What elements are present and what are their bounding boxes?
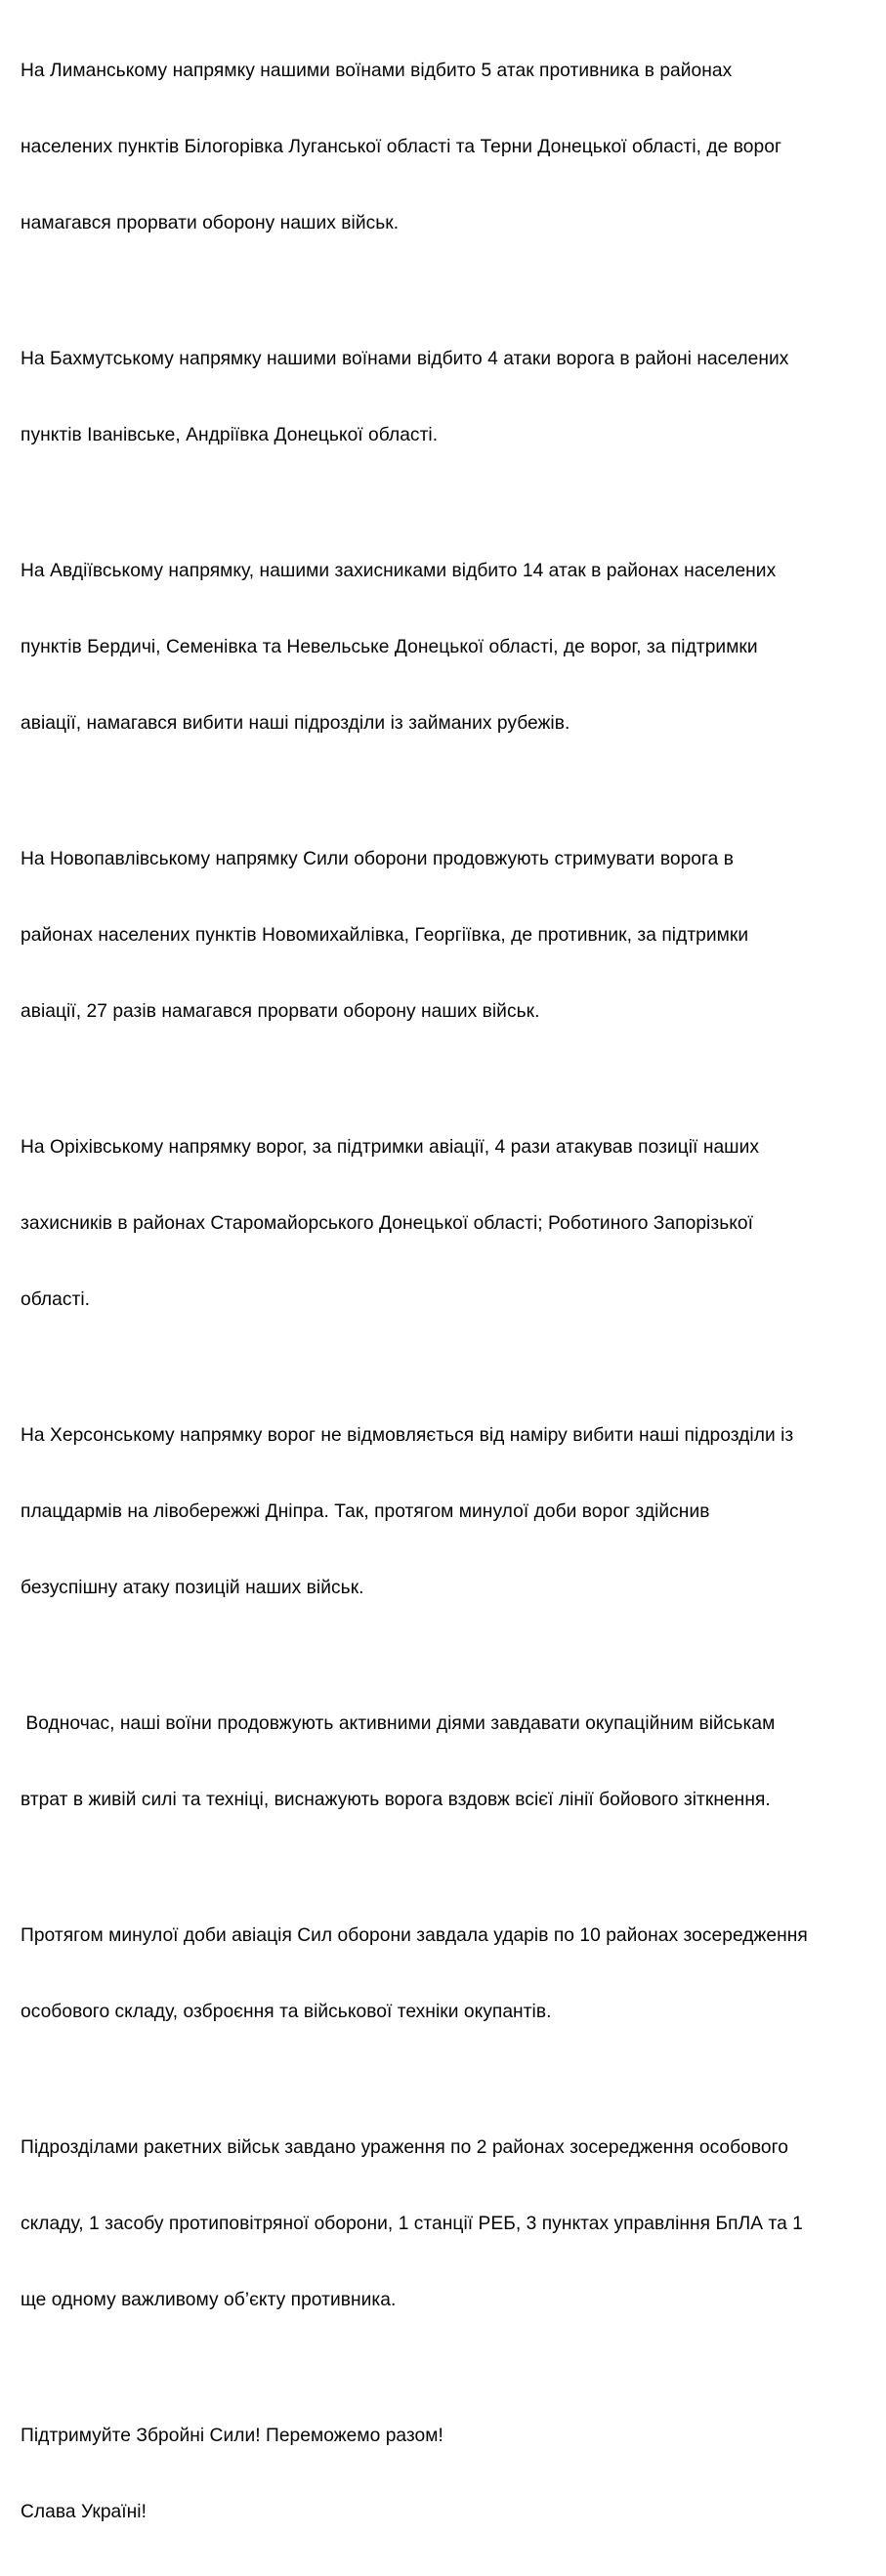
text-line: області. bbox=[21, 1289, 91, 1310]
text-line: пунктів Іванівське, Андріївка Донецької області. bbox=[21, 425, 439, 445]
text-line: Підрозділами ракетних військ завдано ураження по 2 районах зосередження особового bbox=[21, 2137, 789, 2158]
paragraph-orikhiv-direction bbox=[21, 1084, 866, 1364]
text-line: авіації, 27 разів намагався прорвати оборону наших військ. bbox=[21, 1001, 540, 1022]
text-line: плацдармів на лівобережжі Дніпра. Так, протягом минулої доби ворог здійснив bbox=[21, 1501, 710, 1522]
paragraph-lyman-direction bbox=[21, 8, 866, 287]
text-line: Водночас, наші воїни продовжують активними діями завдавати окупаційним військам bbox=[21, 1713, 776, 1734]
text-line: складу, 1 засобу протиповітряної оборони, 1 станції РЕБ, 3 пунктах управління БпЛА та 1 bbox=[21, 2214, 803, 2234]
text-line: На Оріхівському напрямку ворог, за підтримки авіації, 4 рази атакував позиції наших bbox=[21, 1137, 760, 1158]
paragraph-missile-strikes bbox=[21, 2085, 866, 2364]
text-line: На Бахмутському напрямку нашими воїнами відбито 4 атаки ворога в районі населених bbox=[21, 349, 789, 369]
text-line: намагався прорвати оборону наших військ. bbox=[21, 213, 400, 233]
paragraph-kherson-direction bbox=[21, 1372, 866, 1652]
text-line: ще одному важливому об’єкту противника. bbox=[21, 2290, 397, 2310]
paragraph-bakhmut-direction bbox=[21, 296, 866, 499]
text-line: захисників в районах Старомайорського Донецької області; Роботиного Запорізької bbox=[21, 1213, 754, 1234]
text-line: На Херсонському напрямку ворог не відмовляється від наміру вибити наші підрозділи із bbox=[21, 1425, 794, 1446]
text-line: авіації, намагався вибити наші підрозділи із займаних рубежів. bbox=[21, 713, 570, 734]
text-line: пунктів Бердичі, Семенівка та Невельське Донецької області, де ворог, за підтримки bbox=[21, 637, 758, 657]
paragraph-avdiivka-direction bbox=[21, 508, 866, 787]
paragraph-novopavlivka-direction bbox=[21, 796, 866, 1076]
text-line: На Авдіївському напрямку, нашими захисниками відбито 14 атак в районах населених bbox=[21, 561, 777, 581]
paragraph-closing-slogan bbox=[21, 2373, 866, 2576]
text-line: На Новопавлівському напрямку Сили оборони продовжують стримувати ворога в bbox=[21, 849, 734, 869]
text-line: Підтримуйте Збройні Сили! Переможемо разом! bbox=[21, 2426, 443, 2446]
text-line: районах населених пунктів Новомихайлівка, Георгіївка, де противник, за підтримки bbox=[21, 925, 749, 946]
text-line: особового складу, озброєння та військової техніки окупантів. bbox=[21, 2002, 552, 2022]
text-line: втрат в живій силі та техніці, виснажують ворога вздовж всієї лінії бойового зіткнення. bbox=[21, 1790, 771, 1810]
text-line: безуспішну атаку позицій наших військ. bbox=[21, 1578, 364, 1598]
text-line: Протягом минулої доби авіація Сил оборони завдала ударів по 10 районах зосередження bbox=[21, 1925, 808, 1946]
paragraph-active-actions bbox=[21, 1661, 866, 1864]
text-line: Слава Україні! bbox=[21, 2502, 147, 2522]
text-line: На Лиманському напрямку нашими воїнами відбито 5 атак противника в районах bbox=[21, 61, 733, 81]
text-line: населених пунктів Білогорівка Луганської області та Терни Донецької області, де ворог bbox=[21, 137, 782, 157]
paragraph-aviation-strikes bbox=[21, 1873, 866, 2076]
